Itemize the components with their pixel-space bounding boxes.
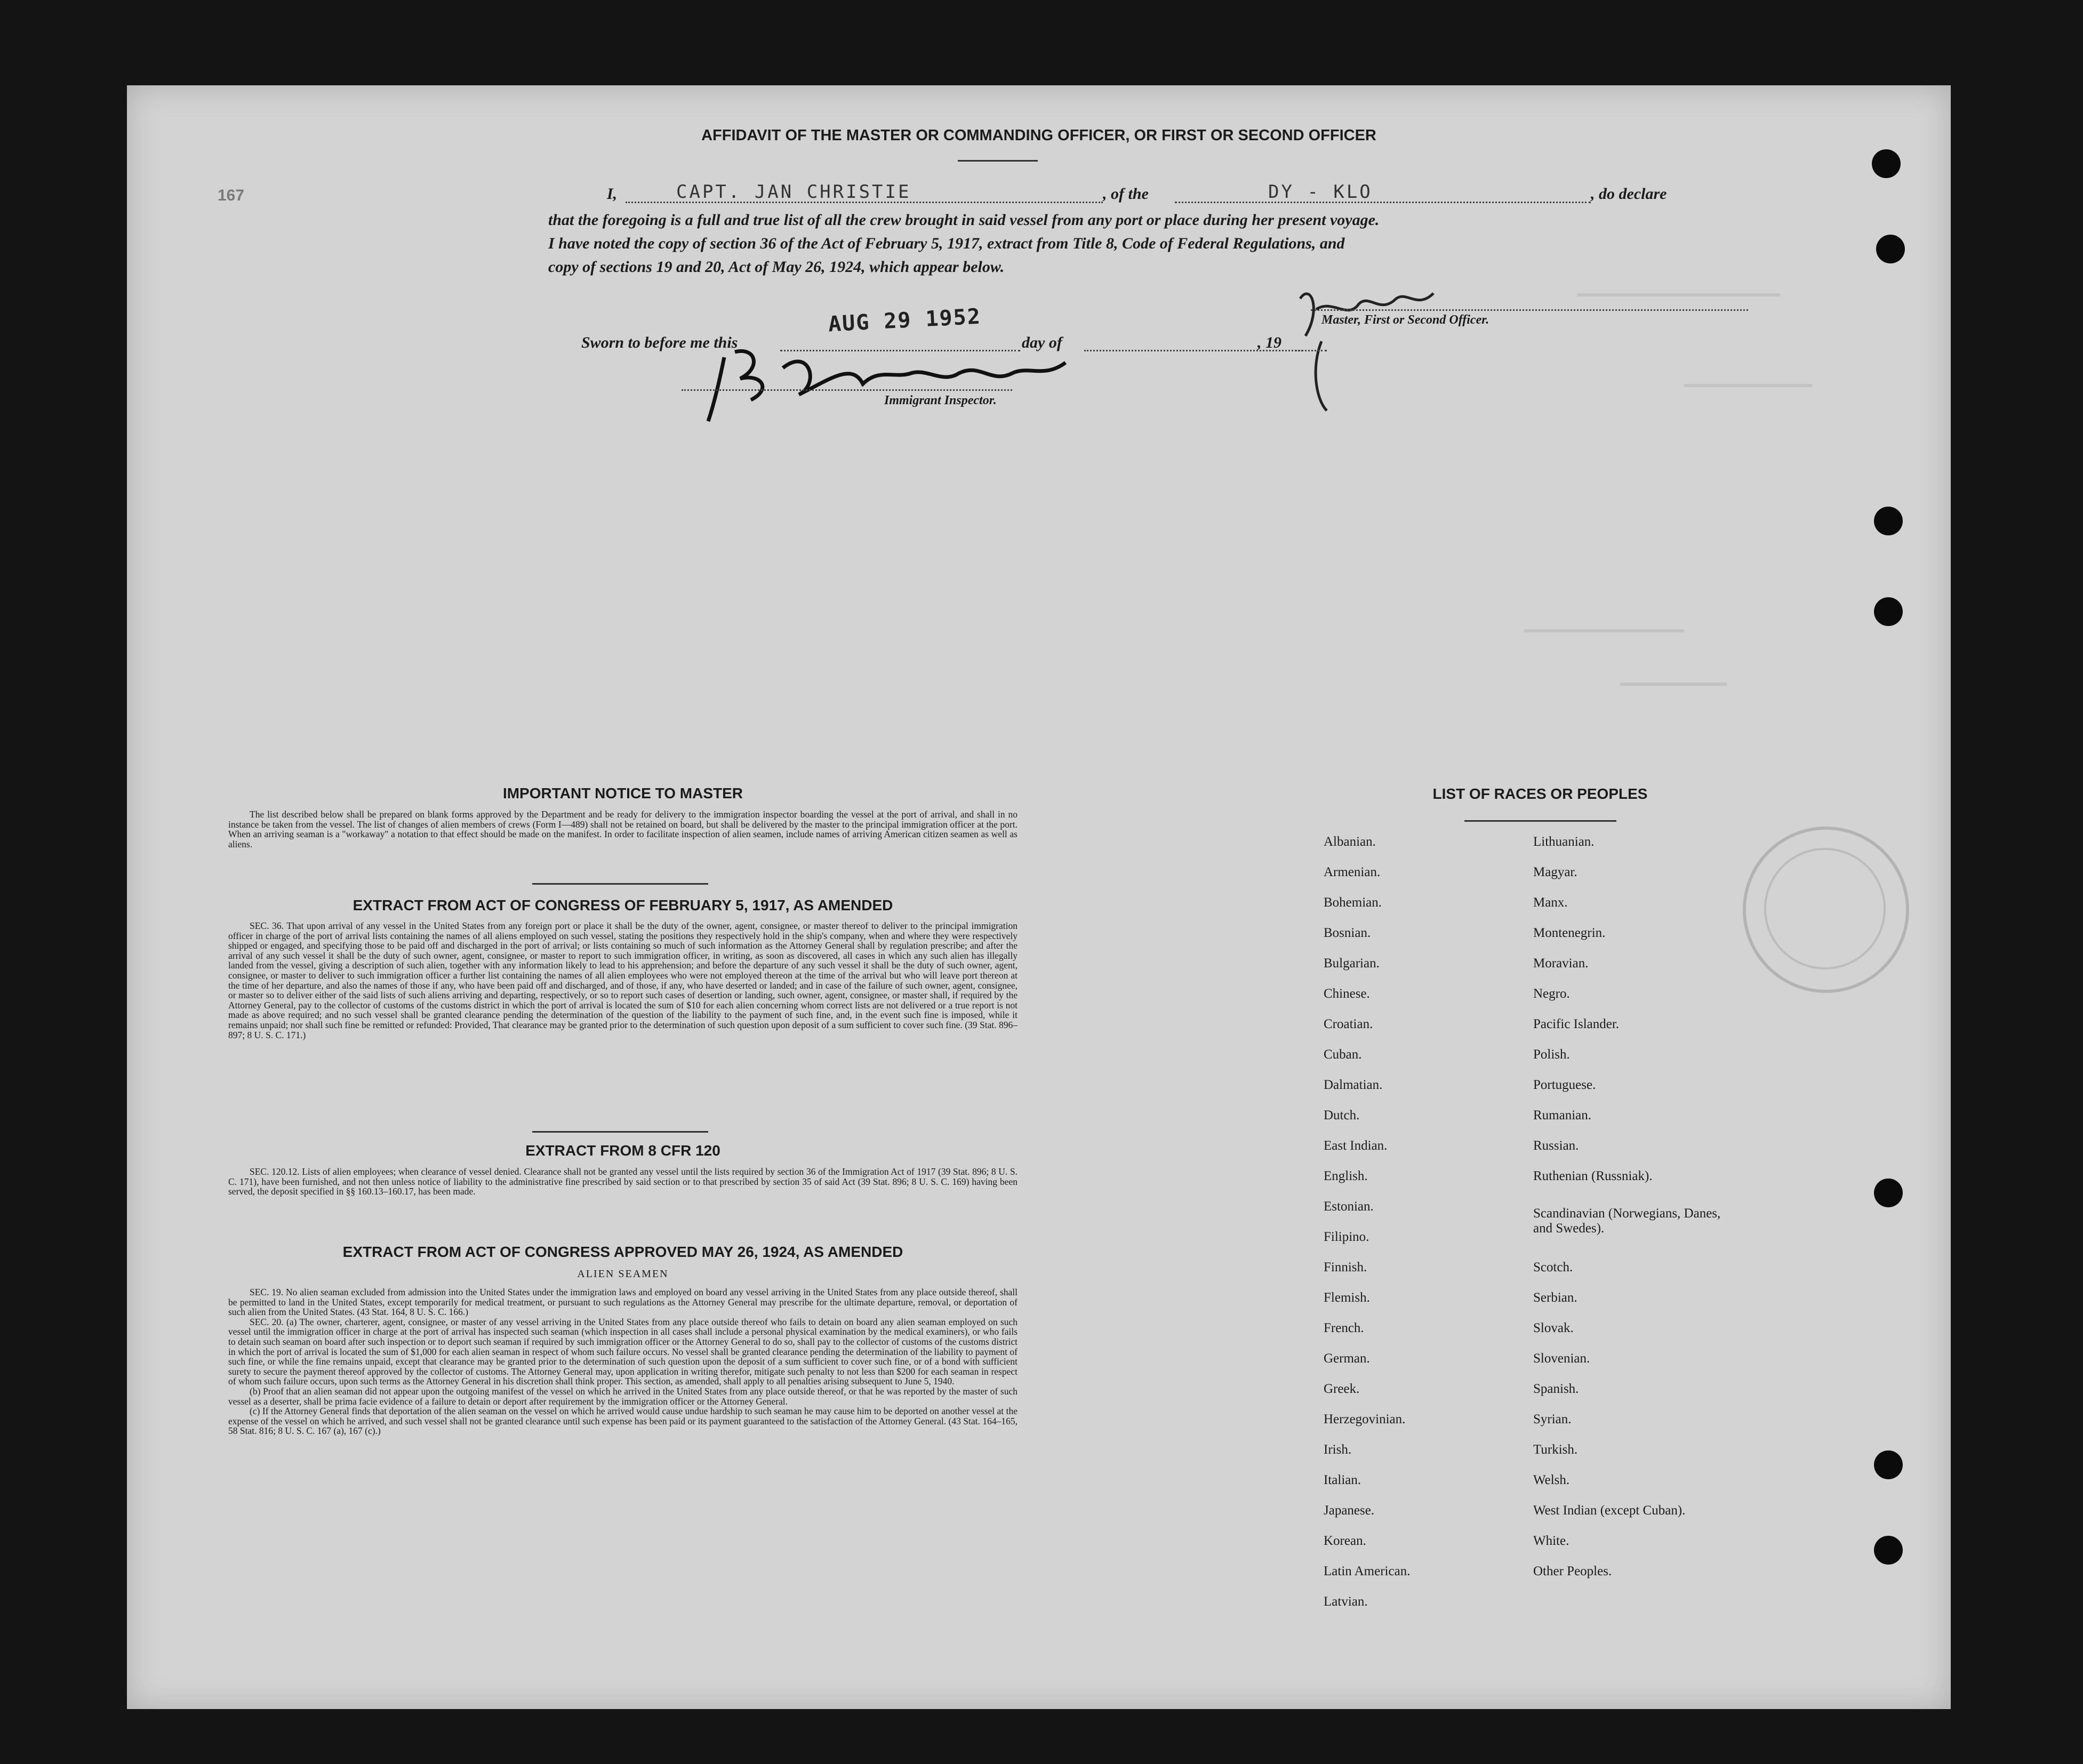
officer-signature-line (1311, 309, 1748, 311)
race-item: Polish. (1533, 1047, 1570, 1062)
race-item: Other Peoples. (1533, 1564, 1612, 1578)
binder-hole (1872, 149, 1901, 178)
do-declare-text: , do declare (1591, 185, 1667, 203)
sec20c-text: (c) If the Attorney General finds that deportation of the alien seaman on the vessel on which he arrived would cause undue hardship to such seaman he may cause him to be deported on another vessel at the expense of the vessel on which he arrived, and such vessel shall not be granted clearance until such expense has been paid or its payment guaranteed to the satisfaction of the Attorney General. (43 Stat. 164–165, 58 Stat. 816; 8 U. S. C. 167 (a), 167 (c).) (228, 1406, 1018, 1437)
binder-hole (1874, 1450, 1903, 1479)
bleed-through-mark (1620, 683, 1727, 686)
binder-hole (1874, 507, 1903, 535)
races-rule (1464, 820, 1616, 822)
sec20a-text: SEC. 20. (a) The owner, charterer, agent, consignee, or master of any vessel arriving in the United States from any place outside thereof who fails to detain on board any alien seaman employed on such vessel until the immigration officer in charge at the port of arrival has inspected such seaman (which inspection in all cases shall include a personal physical examination by the medical examiners), or who fails to detain such seaman on board after such inspection or to deport such seaman if required by such immigration officer or the Attorney General to do so, shall pay to the collector of customs of the customs district in which the port of arrival is located the sum of $1,000 for each alien seaman in respect of whom such failure occurs. No vessel shall be granted clearance pending the determination of the liability to payment of such fine, or while the fine remains unpaid, except that clearance may be granted prior to the determination of such question upon the deposit of a sum sufficient to cover such fine, or of a bond with sufficient surety to secure the payment thereof approved by the collector of customs. The Attorney General may, upon application in writing therefor, mitigate such penalty to not less than $200 for each seaman in respect of whom such failure occurs, upon such terms as the Attorney General in his discretion shall think proper. This section, as amended, shall apply to all penalties arising subsequent to June 5, 1940. (228, 1316, 1018, 1387)
affidavit-title: AFFIDAVIT OF THE MASTER OR COMMANDING OFFICER, OR FIRST OR SECOND OFFICER (701, 127, 1376, 144)
race-item: Cuban. (1324, 1047, 1362, 1062)
sec20b-text: (b) Proof that an alien seaman did not appear upon the outgoing manifest of the vessel on which he arrived in the United States from any place outside thereof, or that he was reported by the master of such vessel as a deserter, shall be prima facie evidence of a failure to detain or deport after requirement by the immigration officer or the Attorney General. (228, 1385, 1018, 1407)
extract-1917-body (228, 921, 1018, 1040)
notice-body (228, 809, 1018, 849)
race-item: Finnish. (1324, 1260, 1367, 1274)
extract-1924-body (228, 1287, 1018, 1436)
race-item: Ruthenian (Russniak). (1533, 1169, 1653, 1183)
race-item: Negro. (1533, 987, 1570, 1001)
extract-cfr-body (228, 1167, 1018, 1197)
notice-text: The list described below shall be prepared on blank forms approved by the Department and be ready for delivery to the immigration inspector boarding the vessel at the port of arrival, and shall in no instance be taken from the vessel. The list of changes of alien members of crews (Form I—489) shall not be retained on board, but shall be delivered by the master to the principal immigration officer at the port. When an arriving seaman is a "workaway" a notation to that effect should be made on the manifest. In order to facilitate inspection of alien seamen, include names of arriving American citizen seamen as well as aliens. (228, 809, 1018, 849)
race-item: Italian. (1324, 1473, 1361, 1487)
vessel-blank (1175, 202, 1591, 203)
master-name: CAPT. JAN CHRISTIE (676, 181, 911, 203)
race-item: Estonian. (1324, 1199, 1374, 1214)
master-signature (1289, 277, 1449, 416)
bleed-through-mark (1524, 629, 1684, 632)
affidavit-line-3: I have noted the copy of section 36 of the Act of February 5, 1917, extract from Title 8, Code of Federal Regulations, and (548, 235, 1345, 252)
race-item: Pacific Islander. (1533, 1017, 1620, 1031)
title-rule (958, 160, 1038, 162)
race-item: Magyar. (1533, 865, 1577, 879)
bleed-through-mark (1577, 293, 1780, 296)
officer-caption: Master, First or Second Officer. (1321, 313, 1489, 327)
sec120-text: SEC. 120.12. Lists of alien employees; when clearance of vessel denied. Clearance shall not be granted any vessel until the lists required by section 36 of the Immigration Act of 1917 (39 Stat. 896; 8 U. S. C. 171), have been furnished, and not then unless notice of liability to the administrative fine prescribed by said section or to that prescribed by section 35 of said Act (39 Stat. 896; 8 U. S. C. 169) having been served, the deposit specified in §§ 160.13–160.17, has been made. (228, 1166, 1018, 1197)
inspector-caption: Immigrant Inspector. (884, 394, 997, 407)
race-item: Croatian. (1324, 1017, 1373, 1031)
race-item: Rumanian. (1533, 1108, 1592, 1122)
race-item: Manx. (1533, 895, 1568, 910)
race-item: Moravian. (1533, 956, 1589, 971)
section-rule (532, 883, 708, 885)
binder-hole (1874, 1178, 1903, 1207)
race-item: Latvian. (1324, 1594, 1368, 1609)
race-item: Scandinavian (Norwegians, Danes, and Swedes). (1533, 1206, 1721, 1236)
race-item: White. (1533, 1534, 1569, 1548)
year-prefix: , 19 (1257, 334, 1281, 351)
race-item: French. (1324, 1321, 1364, 1335)
race-item: Lithuanian. (1533, 835, 1595, 849)
race-item: Filipino. (1324, 1230, 1369, 1244)
extract-cfr-title: EXTRACT FROM 8 CFR 120 (525, 1142, 720, 1159)
extract-1924-title: EXTRACT FROM ACT OF CONGRESS APPROVED MAY 26, 1924, AS AMENDED (342, 1244, 903, 1260)
sworn-text: Sworn to before me this (581, 334, 738, 351)
race-item: German. (1324, 1351, 1370, 1366)
race-item: Serbian. (1533, 1290, 1577, 1305)
bleed-through-mark (1684, 384, 1812, 387)
race-item: Armenian. (1324, 865, 1381, 879)
race-item: Welsh. (1533, 1473, 1570, 1487)
sec19-text: SEC. 19. No alien seaman excluded from admission into the United States under the immigration laws and employed on board any vessel arriving in the United States from any place outside thereof, shall be permitted to land in the United States, except temporarily for medical treatment, or pursuant to such regulations as the Attorney General may prescribe for the ultimate departure, removal, or deportation of such alien from the United States. (43 Stat. 164, 8 U. S. C. 166.) (228, 1287, 1018, 1318)
extract-1917-title: EXTRACT FROM ACT OF CONGRESS OF FEBRUARY 5, 1917, AS AMENDED (352, 897, 893, 913)
year-blank (1295, 350, 1327, 351)
race-item: Flemish. (1324, 1290, 1370, 1305)
section-rule (532, 1131, 708, 1133)
race-item: English. (1324, 1169, 1368, 1183)
race-item: Bulgarian. (1324, 956, 1380, 971)
inspector-signature-line (682, 389, 1012, 391)
notice-title: IMPORTANT NOTICE TO MASTER (502, 785, 743, 801)
race-item: East Indian. (1324, 1138, 1388, 1153)
race-item: Bohemian. (1324, 895, 1382, 910)
binder-hole (1874, 1536, 1903, 1565)
affidavit-line-2: that the foregoing is a full and true list of all the crew brought in said vessel from any port or place during her present voyage. (548, 211, 1380, 229)
race-item: Turkish. (1533, 1442, 1578, 1457)
race-item: Syrian. (1533, 1412, 1572, 1426)
affidavit-line-4: copy of sections 19 and 20, Act of May 26, 1924, which appear below. (548, 258, 1005, 276)
race-item: Portuguese. (1533, 1078, 1596, 1092)
embossed-seal-inner (1764, 848, 1886, 969)
races-title: LIST OF RACES OR PEOPLES (1432, 785, 1648, 802)
margin-page-number: 167 (218, 187, 245, 204)
race-item: Latin American. (1324, 1564, 1411, 1578)
inspector-signature (692, 336, 1097, 427)
race-item: Scotch. (1533, 1260, 1573, 1274)
race-item: Slovak. (1533, 1321, 1574, 1335)
race-item: Russian. (1533, 1138, 1579, 1153)
race-item: Japanese. (1324, 1503, 1375, 1518)
race-item: Dutch. (1324, 1108, 1360, 1122)
date-stamp: AUG 29 1952 (827, 304, 982, 337)
binder-hole (1876, 235, 1905, 263)
race-item: Dalmatian. (1324, 1078, 1383, 1092)
race-item: Slovenian. (1533, 1351, 1590, 1366)
sec36-text: SEC. 36. That upon arrival of any vessel in the United States from any foreign port or place it shall be the duty of the owner, agent, consignee, or master thereof to deliver to the principal immigration officer in charge of the port of arrival lists containing the names of all aliens employed on such vessel, stating the positions they respectively hold in the ship's company, when and where they were respectively shipped or engaged, and specifying those to be paid off and discharged in the port of arrival; or lists containing so much of such information as the Attorney General shall by regulation prescribe; and after the arrival of any such vessel it shall be the duty of such owner, agent, consignee, or master to report to such immigration officer, in writing, as soon as discovered, all cases in which any such alien has illegally landed from the vessel, giving a description of such alien, together with any information likely to lead to his apprehension; and before the departure of any such vessel it shall be the duty of such owner, agent, consignee, or master to deliver to such immigration officer a further list containing the names of all alien employees who were not employed thereon at the time of the arrival but who will leave port thereon at the time of her departure, and also the names of those if any, who have been paid off and discharged, and of those, if any, who have deserted or landed; and in case of the failure of such owner, agent, consignee, or master so to deliver either of the said lists of such aliens arriving and departing, respectively, or so to report such cases of desertion or landing, such owner, agent, consignee, or master shall, if required by the Attorney General, pay to the collector of customs of the customs district in which the port of arrival is located the sum of $10 for each alien concerning whom correct lists are not delivered or a true report is not made as above required; and no such vessel shall be granted clearance pending the determination of the question of the liability to the payment of such fine, and, in the event such fine is imposed, while it remains unpaid; nor shall such fine be remitted or refunded: Provided, That clearance may be granted prior to the determination of such question upon deposit of a sum sufficient to cover such fine. (39 Stat. 896–897; 8 U. S. C. 171.) (228, 920, 1018, 1040)
race-item: Korean. (1324, 1534, 1366, 1548)
vessel-name: DY - KLO (1268, 181, 1373, 203)
race-item: Chinese. (1324, 987, 1370, 1001)
race-item: West Indian (except Cuban). (1533, 1503, 1686, 1518)
race-item: Irish. (1324, 1442, 1352, 1457)
race-item: Bosnian. (1324, 926, 1371, 940)
race-item: Herzegovinian. (1324, 1412, 1406, 1426)
document-page (127, 85, 1951, 1709)
alien-seamen-subtitle: ALIEN SEAMEN (577, 1268, 669, 1280)
of-the-text: , of the (1103, 185, 1149, 203)
affidavit-prefix: I, (607, 185, 618, 203)
race-item: Montenegrin. (1533, 926, 1606, 940)
day-of-text: day of (1022, 334, 1062, 351)
binder-hole (1874, 597, 1903, 626)
race-item: Albanian. (1324, 835, 1376, 849)
race-item: Greek. (1324, 1382, 1360, 1396)
race-item: Spanish. (1533, 1382, 1579, 1396)
